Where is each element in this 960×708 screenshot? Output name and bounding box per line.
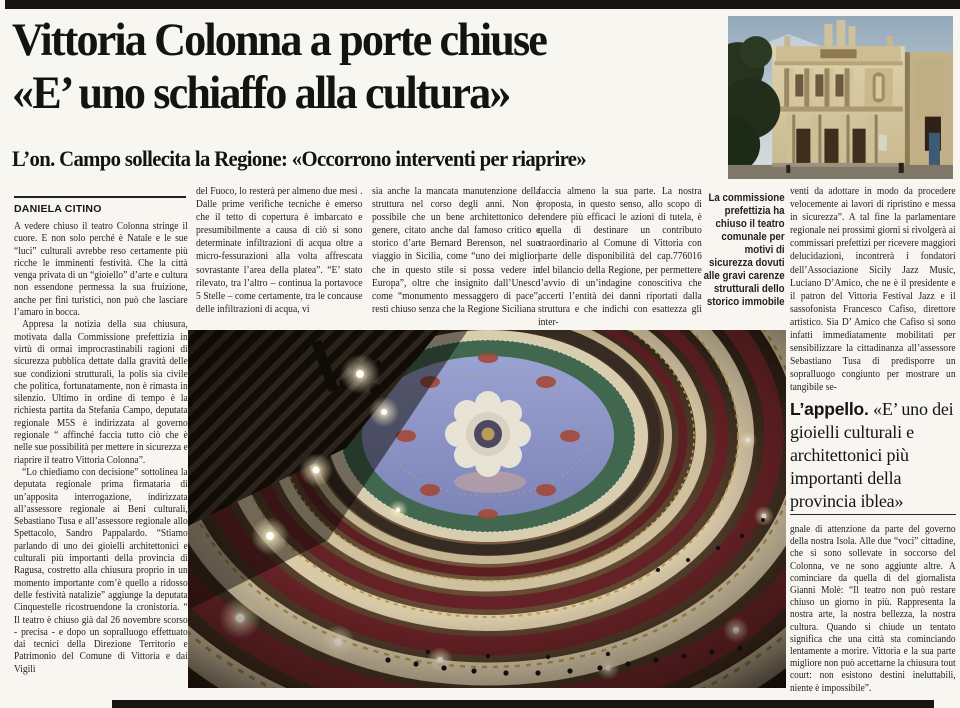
article-column-4: faccia almeno la sua parte. La nostra proposta, in questo senso, allo scopo di rendere più efficaci le azioni di tutela, è quella di destinare un contributo straordinario al Comune di Vittoria con parte delle disponibilità del cap.776016 del bilancio della Regione, per permettere l’avvio di un’indagine conoscitiva che accerti l’entità dei danni riportati dalla struttura e che indichi con esattezza gli inter- (538, 185, 702, 328)
facade-photo-art (728, 16, 953, 179)
byline: DANIELA CITINO (14, 196, 186, 215)
paragraph: A vedere chiuso il teatro Colonna stringe il cuore. E non solo perché è Natale e le sue “luci” culturali avrebbe reso certamente più ricche le imminenti festività. Che la città venga privata di un “gioiello” d’arte e cultura non essendone permessa la sua fruizione, anche per fini turistici, non può che lasciare l’amaro in bocca. (14, 221, 188, 319)
article-column-2: del Fuoco, lo resterà per almeno due mesi . Dalle prime verifiche tecniche è emerso che il tetto di copertura è imbarcato e presumibilmente a causa di ciò si sono determinate infiltrazioni di acqua oltre a micro-fessurazioni alla volta affrescata sovrastante l’area della platea”. “E’ stato rilevato, tra l’altro – continua la portavoce 5 Stelle – come certamente, tra le concause delle infiltrazioni di acqua, vi (196, 185, 363, 315)
bottom-frame-bar (112, 700, 934, 708)
pull-quote-text: «E’ uno dei gioielli culturali e architettonici più importanti della provincia iblea» (790, 399, 954, 511)
pull-quote-label: L’appello. (790, 399, 869, 419)
article-headline (12, 14, 709, 119)
headline-line-1: Vittoria Colonna a porte chiuse (12, 14, 547, 66)
pull-quote-divider (790, 514, 956, 515)
article-column-3: sia anche la mancata manutenzione della struttura nel corso degli anni. Non è possibile che un bene architettonico del genere, citato anche dal famoso critico e storico d’arte Bernard Berenson, nel suo viaggio in Sicilia, come “uno dei migliori che in questo stile si possa vedere in Europa”, oltre che insignito dall’Unesco come “monumento messaggero di pace”, resti chiuso senza che la Regione Siciliana (372, 185, 541, 315)
article-subhead: L’on. Campo sollecita la Regione: «Occorrono interventi per riaprire» (12, 146, 586, 171)
paragraph: “Lo chiediamo con decisione” sottolinea la deputata regionale prima firmataria di un’apposita interrogazione, indirizzata all’assessore regionale ai Beni culturali, Sebastiano Tusa e all’assessore regionale allo Spettacolo, Sandro Pappalardo. “Stiamo parlando di uno dei gioielli architettonici e culturali più importanti della provincia di Ragusa, costretto alla chiusura proprio in un momento importante com’è quello a ridosso delle festività natalizie” aggiunge la deputata Cinquestelle ricostruendone la cronistoria. “ Il teatro è chiuso già dal 26 novembre scorso - precisa - e dopo un sopralluogo effettuato dai tecnici della Direzione Territorio e Patrimonio del Comune di Vittoria e dai Vigili (14, 466, 188, 675)
theatre-interior-art (188, 330, 786, 688)
article-column-5-bottom: gnale di attenzione da parte del governo della nostra Isola. Alle due “voci” cittadine, che si sono sollevate in soccorso del Colonna, ve ne sono aggiunte altre. A cominciare da quella di del giornalista Gianni Molè: “Il teatro non può restare chiuso un giorno in più. Rappresenta la nostra arte, la nostra bellezza, la nostra cultura. Quando si chiude un tentato significa che una città sta cominciando lentamente a morire. Vittoria e la sua parte migliore non può accettarne la chiusura tout court: non esistono destini ineluttabili, niente è impossibile”. (790, 524, 956, 694)
article-column-1 (14, 221, 188, 676)
paragraph: Appresa la notizia della sua chiusura, motivata dalla Commissione prefettizia in virtù di ormai improcrastinabili ragioni di sicurezza pubblica dettate dalla gravità delle sue condizioni strutturali, la polis sia civile che politica, fortunatamente, non è rimasta in silenzio. Ultimo in ordine di tempo è la richiesta partita da Stefania Campo, deputata regionale M5S è indirizzata al governo regionale “ affinché faccia tutto ciò che è nelle sue possibilità per mettere in sicurezza e riaprire il teatro Vittoria Colonna”. (14, 319, 188, 466)
facade-photo-caption: La commissione prefettizia ha chiuso il teatro comunale per motivi di sicurezza dovuti alle gravi carenze strutturali dello storico immobile (703, 192, 785, 308)
top-frame-bar (5, 0, 960, 9)
facade-photo (728, 16, 953, 179)
pull-quote (790, 398, 960, 513)
theatre-interior-photo (188, 330, 786, 688)
headline-line-2: «E’ uno schiaffo alla cultura» (12, 66, 510, 119)
article-column-5-top: venti da adottare in modo da procedere velocemente ai lavori di ripristino e messa in sicurezza”. A tal fine la parlamentare regionale nei prossimi giorni si rivolgerà ai commissari prefettizi per ricevere maggiori delucidazioni, incontrerà i fondatori dell’Associazione Sicily Jazz Music, Luciano D’Amico, che ne è il presidente e il patron del Vittoria Festival Jazz e il sassofonista Francesco Cafiso, direttore artistico. Sia D’ Amico che Cafiso si sono infatti immediatamente mobilitati per sensibilizzare la cittadinanza all’assessore Sebastiano Tusa di predisporre un sopralluogo congiunto per mostrare un tangibile se- (790, 186, 956, 394)
